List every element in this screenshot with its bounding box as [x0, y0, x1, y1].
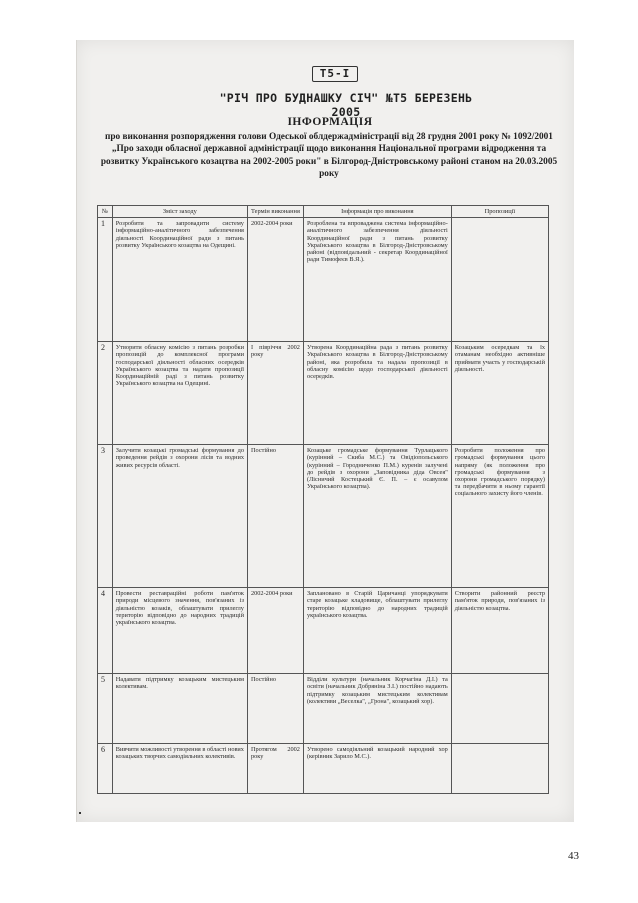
information-table — [97, 205, 549, 794]
header-proposals: Пропозиції — [451, 206, 548, 218]
row-info: Заплановано в Старій Царичанці упорядкувати старе козацьке кладовище, облаштувати прилеглу територію відповідно до народних традицій українського козацтва. — [303, 588, 451, 674]
row-term: І півріччя 2002 року — [247, 342, 303, 445]
table-row — [98, 218, 549, 342]
row-measure: Надавати підтримку козацьким мистецьким колективам. — [112, 674, 247, 744]
typed-title: "РІЧ ПРО БУДНАШКУ СІЧ" №Т5 БЕРЕЗЕНЬ 2005 — [219, 91, 473, 119]
row-number: 2 — [98, 342, 113, 445]
table-row — [98, 588, 549, 674]
row-proposals — [451, 218, 548, 342]
row-info: Відділи культури (начальник Корчагіна Д.І.) та освіти (начальник Добряніна З.І.) постійно надають підтримку козацьким мистецьким колективам (колективи „Веселка", „Грона", козацький хор). — [303, 674, 451, 744]
document-subheading: про виконання розпорядження голови Одеської облдержадміністрації від 28 грудня 2001 року № 1092/2001 „Про заходи обласної державної адміністрації щодо виконання Національної програми відродження та розвитку Українського козацтва на 2002-2005 роки" в Білгород-Дністровському районі станом на 20.03.2005 року — [100, 132, 558, 179]
row-measure: Розробити та запровадити систему інформаційно-аналітичного забезпечення діяльності Координаційної ради з питань розвитку Українського козацтва на Одещині. — [112, 218, 247, 342]
page-number: 43 — [568, 850, 579, 862]
row-info: Утворено самодіяльний козацький народний хор (керівник Зарило М.С.). — [303, 744, 451, 794]
row-term: 2002-2004 роки — [247, 588, 303, 674]
row-proposals — [451, 674, 548, 744]
row-term: 2002-2004 роки — [247, 218, 303, 342]
row-term: Протягом 2002 року — [247, 744, 303, 794]
scan-edge — [76, 40, 77, 822]
row-info: Утворена Координаційна рада з питань розвитку Українського козацтва в Білгород-Дністровському районі, яка розробила та надала пропозиції в обласну комісію щодо господарської діяльності осередків. — [303, 342, 451, 445]
row-info: Козацьке громадське формування Турлацького (курінний – Скиба М.С.) та Овідіопольського (курінний – Городниченко П.М.) куренів залучені до рейдів з охорони „Заповідника діда Овсея" (Лісничий Костецький Є. П. – є осавулом Українського козацтва). — [303, 445, 451, 588]
row-number: 1 — [98, 218, 113, 342]
header-number: № — [98, 206, 113, 218]
row-number: 6 — [98, 744, 113, 794]
header-info: Інформація про виконання — [303, 206, 451, 218]
row-number: 4 — [98, 588, 113, 674]
scan-speck — [79, 812, 81, 814]
row-number: 3 — [98, 445, 113, 588]
row-measure: Провести реставраційні роботи пам'яток природи місцевого значення, пов'язаних із діяльністю козаків, облаштувати прилеглу територію відповідно до народних традицій українського козацтва. — [112, 588, 247, 674]
table-row — [98, 342, 549, 445]
row-term: Постійно — [247, 445, 303, 588]
header-measure: Зміст заходу — [112, 206, 247, 218]
header-term: Термін виконання — [247, 206, 303, 218]
row-proposals: Створити районний реєстр пам'яток природи, пов'язаних із діяльністю козацтва. — [451, 588, 548, 674]
table-row — [98, 674, 549, 744]
document-heading: ІНФОРМАЦІЯ — [287, 116, 373, 128]
table-row — [98, 445, 549, 588]
row-term: Постійно — [247, 674, 303, 744]
row-number: 5 — [98, 674, 113, 744]
row-measure: Вивчити можливості утворення в області нових козацьких творчих самодіяльних колективів. — [112, 744, 247, 794]
row-proposals — [451, 744, 548, 794]
table-header-row — [98, 206, 549, 218]
row-info: Розроблена та впроваджена система інформаційно-аналітичного забезпечення діяльності Координаційної ради з питань розвитку Українського козацтва в Білгород-Дністровському районі (відповідальний - секретар Координаційної ради Тимофеєв В.Я.). — [303, 218, 451, 342]
row-measure: Залучити козацькі громадські формування до проведення рейдів з охорони лісів та водних живих ресурсів області. — [112, 445, 247, 588]
row-proposals: Козацьким осередкам та їх отаманам необхідно активніше приймати участь у господарській діяльності. — [451, 342, 548, 445]
table-row — [98, 744, 549, 794]
row-proposals: Розробити положення про громадські формування цього напряму (як положення про громадські формування з охорони громадського порядку) та передбачити в ньому гарантії соціального захисту його членів. — [451, 445, 548, 588]
row-measure: Утворити обласну комісію з питань розробки пропозицій до комплексної програми господарської діяльності обласних осередків Українського козацтва та надати пропозиції Координаційній раді з питань розвитку Українського козацтва на Одещині. — [112, 342, 247, 445]
document-stamp: Т5-I — [312, 66, 358, 82]
